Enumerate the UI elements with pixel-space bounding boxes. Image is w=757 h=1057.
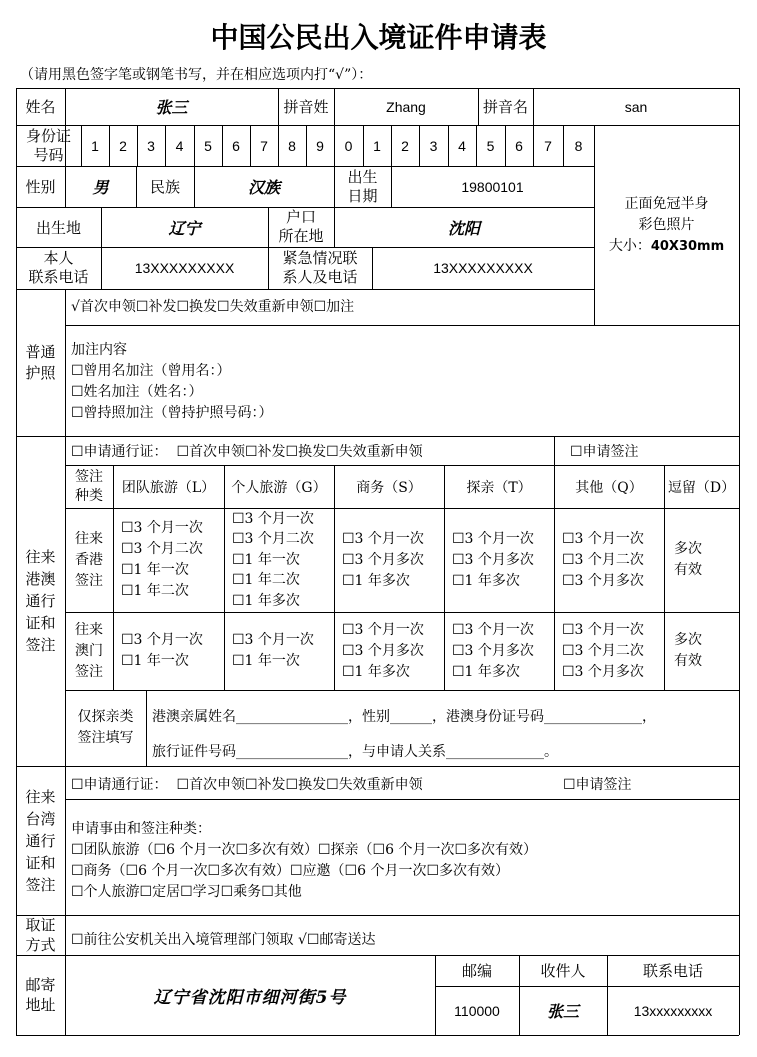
- hk-row-label: [65, 508, 113, 612]
- mo-row-label: [65, 612, 113, 690]
- ethnic-value[interactable]: 汉族: [247, 178, 280, 197]
- collect-label-line1: 取证: [25, 916, 56, 934]
- id-digit: 2: [119, 137, 127, 154]
- surname-pinyin-label: 拼音姓: [283, 98, 329, 116]
- taiwan-label-line: 证和: [25, 853, 56, 872]
- hk-group-tour-cell[interactable]: [113, 508, 224, 612]
- id-digit: 7: [260, 137, 268, 154]
- stay-text: 多次: [674, 541, 702, 557]
- surname-pinyin-value[interactable]: Zhang: [386, 98, 426, 115]
- photo-caption-1: 正面免冠半身: [624, 195, 709, 212]
- hk-individual-tour-cell[interactable]: [224, 508, 334, 612]
- hukou-label-line2: 所在地: [278, 227, 324, 245]
- stay-text: 多次: [674, 632, 702, 648]
- mail-address-label: [16, 955, 65, 1035]
- checkbox-option[interactable]: ☐3 个月多次: [562, 572, 644, 589]
- hk-label-line: 往来: [75, 530, 103, 547]
- checkbox-option[interactable]: ☐1 年一次: [232, 653, 300, 669]
- recipient-value[interactable]: 张三: [546, 1002, 579, 1021]
- mo-visit-family-cell[interactable]: [444, 612, 554, 690]
- collect-options[interactable]: ☐前往公安机关出入境管理部门领取 √☐邮寄送达: [71, 932, 376, 948]
- collect-label-line2: 方式: [25, 936, 56, 954]
- checkbox-option[interactable]: ☐1 年一次: [232, 551, 300, 568]
- checkbox-option[interactable]: ☐1 年多次: [452, 572, 520, 589]
- checkbox-option[interactable]: ☐3 个月多次: [452, 551, 534, 568]
- id-digit: 4: [175, 137, 184, 154]
- relative-label-line2: 签注填写: [77, 730, 134, 746]
- checkbox-option[interactable]: ☐3 个月一次: [452, 621, 534, 638]
- mo-label-line: 往来: [75, 621, 103, 638]
- id-digit: 5: [204, 137, 212, 154]
- taiwan-endorse-option[interactable]: ☐申请签注: [563, 777, 632, 793]
- id-digit: 6: [232, 137, 240, 154]
- header-stay: 逗留（D）: [667, 479, 736, 496]
- dob-label-line1: 出生: [347, 167, 378, 186]
- hkmo-label-line: 签注: [25, 636, 56, 654]
- hkmo-label-line: 通行: [25, 592, 56, 610]
- emergency-value[interactable]: 13XXXXXXXXX: [433, 260, 533, 276]
- taiwan-permit-options[interactable]: ☐申请通行证： ☐首次申领☐补发☐换发☐失效重新申领: [71, 777, 423, 793]
- mo-label-line: 签注: [75, 663, 103, 680]
- passport-label-line2: 护照: [25, 363, 56, 382]
- mo-label-line: 澳门: [75, 642, 103, 659]
- passport-annot-name[interactable]: ☐姓名加注（姓名：）: [71, 384, 203, 400]
- checkbox-option[interactable]: ☐1 年多次: [342, 572, 410, 589]
- id-digit: 2: [401, 137, 409, 154]
- endorse-type-line1: 签注: [75, 468, 103, 485]
- hk-visit-family-cell[interactable]: [444, 508, 554, 612]
- hukou-value[interactable]: 沈阳: [447, 218, 480, 238]
- id-digit: 0: [344, 137, 353, 154]
- checkbox-option[interactable]: ☐3 个月二次: [562, 642, 644, 659]
- name-label: 姓名: [25, 98, 56, 116]
- collect-method-label: [16, 915, 65, 955]
- taiwan-option-line-1[interactable]: ☐团队旅游（☐6 个月一次☐多次有效）☐探亲（☐6 个月一次☐多次有效）: [71, 842, 538, 858]
- checkbox-option[interactable]: ☐3 个月一次: [562, 621, 644, 638]
- mo-group-tour-cell[interactable]: [113, 612, 224, 690]
- checkbox-option[interactable]: ☐3 个月一次: [452, 530, 534, 547]
- id-label-line2: 号码: [33, 145, 64, 164]
- id-digit: 3: [429, 137, 438, 154]
- header-other: 其他（Q）: [575, 479, 643, 496]
- stay-text: 有效: [674, 653, 702, 669]
- gender-label: 性别: [25, 178, 56, 196]
- postcode-value[interactable]: 110000: [454, 1002, 500, 1019]
- hkmo-label-line: 港澳: [25, 570, 56, 588]
- checkbox-option[interactable]: ☐3 个月二次: [562, 551, 644, 568]
- dob-value[interactable]: 19800101: [461, 178, 524, 195]
- photo-caption-3: 大小：40X30mm: [608, 237, 725, 254]
- taiwan-label-line: 通行: [25, 831, 56, 850]
- header-business: 商务（S）: [356, 479, 422, 496]
- phone-value[interactable]: 13XXXXXXXXX: [134, 260, 235, 276]
- checkbox-option[interactable]: ☐3 个月二次: [121, 541, 203, 557]
- taiwan-option-line-3[interactable]: ☐个人旅游☐定居☐学习☐乘务☐其他: [71, 884, 302, 900]
- checkbox-option[interactable]: ☐3 个月一次: [342, 530, 424, 547]
- given-pinyin-label: 拼音名: [482, 98, 528, 116]
- dob-label: [334, 166, 391, 207]
- relative-label-line1: 仅探亲类: [77, 709, 134, 725]
- given-pinyin-value[interactable]: san: [624, 98, 648, 115]
- hukou-label-line1: 户口: [285, 208, 316, 226]
- id-digit: 6: [515, 137, 523, 154]
- mo-stay-cell: [664, 612, 712, 690]
- hk-label-line: 签注: [75, 572, 103, 589]
- birthplace-value[interactable]: 辽宁: [168, 218, 201, 238]
- relative-line-1[interactable]: 港澳亲属姓名________________，性别______，港澳身份证号码______________，: [152, 709, 656, 725]
- id-label: [16, 125, 81, 166]
- photo-caption-2: 彩色照片: [638, 216, 695, 233]
- passport-annot-former-name[interactable]: ☐曾用名加注（曾用名：）: [71, 363, 231, 379]
- id-digit: 8: [288, 137, 296, 154]
- checkbox-option[interactable]: ☐3 个月多次: [562, 663, 644, 680]
- relative-only-label: [65, 690, 146, 766]
- passport-annot-title: 加注内容: [71, 342, 127, 358]
- checkbox-option[interactable]: ☐1 年二次: [232, 572, 300, 589]
- dob-label-line2: 日期: [347, 186, 378, 205]
- id-label-line1: 身份证: [25, 126, 71, 145]
- id-digit: 5: [486, 137, 495, 154]
- hkmo-endorse-option[interactable]: ☐申请签注: [570, 444, 639, 460]
- id-digit: 1: [91, 137, 99, 154]
- birthplace-label: 出生地: [35, 218, 81, 237]
- recipient-label: 收件人: [540, 962, 586, 980]
- taiwan-section-label: [16, 766, 65, 915]
- photo-box[interactable]: [594, 125, 739, 325]
- id-digit: 1: [373, 137, 381, 154]
- id-digit: 8: [574, 137, 583, 154]
- checkbox-option[interactable]: ☐3 个月一次: [121, 632, 203, 648]
- mo-business-cell[interactable]: [334, 612, 444, 690]
- id-digit: 3: [147, 137, 155, 154]
- taiwan-option-line-2[interactable]: ☐商务（☐6 个月一次☐多次有效）☐应邀（☐6 个月一次☐多次有效）: [71, 863, 510, 879]
- instruction-text: （请用黑色签字笔或钢笔书写，并在相应选项内打“√”）：: [20, 67, 373, 83]
- checkbox-option[interactable]: ☐1 年多次: [342, 663, 410, 680]
- hk-other-cell[interactable]: [554, 508, 664, 612]
- checkbox-option[interactable]: ☐1 年多次: [232, 592, 300, 609]
- emergency-label-line2: 系人及电话: [282, 268, 358, 286]
- form-title: 中国公民出入境证件申请表: [210, 21, 547, 54]
- header-group-tour: 团队旅游（L）: [121, 479, 216, 496]
- ethnic-label: 民族: [149, 178, 180, 196]
- checkbox-option[interactable]: ☐1 年一次: [121, 562, 189, 578]
- header-visit-family: 探亲（T）: [466, 479, 532, 496]
- hkmo-label-line: 证和: [25, 614, 56, 632]
- phone-label-line1: 本人: [43, 249, 74, 267]
- taiwan-label-line: 台湾: [25, 809, 56, 828]
- passport-options[interactable]: √首次申领☐补发☐换发☐失效重新申领☐加注: [71, 299, 355, 315]
- endorse-type-label: [65, 465, 113, 508]
- taiwan-reason-title: 申请事由和签注种类：: [71, 821, 211, 837]
- checkbox-option[interactable]: ☐3 个月一次: [121, 520, 203, 536]
- gender-value[interactable]: 男: [92, 178, 109, 197]
- mail-phone-value[interactable]: 13xxxxxxxxx: [633, 1002, 713, 1019]
- emergency-label: [268, 247, 372, 289]
- passport-label-line1: 普通: [25, 342, 56, 361]
- header-individual-tour: 个人旅游（G）: [231, 479, 327, 496]
- phone-label: [16, 247, 101, 289]
- emergency-label-line1: 紧急情况联: [282, 249, 358, 267]
- hukou-label: [268, 207, 334, 247]
- passport-section-label: [16, 289, 65, 436]
- checkbox-option[interactable]: ☐3 个月一次: [232, 510, 314, 527]
- checkbox-option[interactable]: ☐3 个月二次: [232, 531, 314, 548]
- hk-label-line: 香港: [75, 551, 103, 568]
- checkbox-option[interactable]: ☐3 个月一次: [562, 530, 644, 547]
- mo-other-cell[interactable]: [554, 612, 664, 690]
- phone-label-line2: 联系电话: [28, 268, 89, 286]
- hkmo-permit-options[interactable]: ☐申请通行证： ☐首次申领☐补发☐换发☐失效重新申领: [71, 444, 423, 460]
- relative-line-2[interactable]: 旅行证件号码________________，与申请人关系______________。: [152, 744, 558, 760]
- checkbox-option[interactable]: ☐3 个月一次: [232, 632, 314, 648]
- mail-phone-label: 联系电话: [642, 962, 703, 980]
- hk-stay-cell: [664, 508, 712, 612]
- checkbox-option[interactable]: ☐1 年多次: [452, 663, 520, 680]
- checkbox-option[interactable]: ☐1 年一次: [121, 653, 189, 669]
- checkbox-option[interactable]: ☐3 个月多次: [452, 642, 534, 659]
- id-digit: 4: [458, 137, 466, 154]
- mail-address-value[interactable]: 辽宁省沈阳市细河街5号: [153, 987, 347, 1008]
- taiwan-label-line: 往来: [25, 787, 56, 806]
- checkbox-option[interactable]: ☐1 年二次: [121, 583, 189, 599]
- id-digit: 7: [544, 137, 552, 154]
- hk-business-cell[interactable]: [334, 508, 444, 612]
- hkmo-section-label: [16, 436, 65, 766]
- passport-annot-former-passport[interactable]: ☐曾持照加注（曾持护照号码：）: [71, 405, 273, 421]
- mail-label-line2: 地址: [25, 996, 56, 1014]
- taiwan-label-line: 签注: [25, 875, 56, 894]
- checkbox-option[interactable]: ☐3 个月一次: [342, 621, 424, 638]
- name-value[interactable]: 张三: [155, 98, 188, 117]
- checkbox-option[interactable]: ☐3 个月多次: [342, 551, 424, 568]
- stay-text: 有效: [674, 562, 702, 578]
- mo-individual-tour-cell[interactable]: [224, 612, 334, 690]
- checkbox-option[interactable]: ☐3 个月多次: [342, 642, 424, 659]
- mail-label-line1: 邮寄: [25, 976, 56, 994]
- endorse-type-line2: 种类: [75, 487, 103, 504]
- hkmo-label-line: 往来: [25, 548, 56, 566]
- id-digit: 9: [316, 137, 324, 154]
- postcode-label: 邮编: [461, 962, 492, 980]
